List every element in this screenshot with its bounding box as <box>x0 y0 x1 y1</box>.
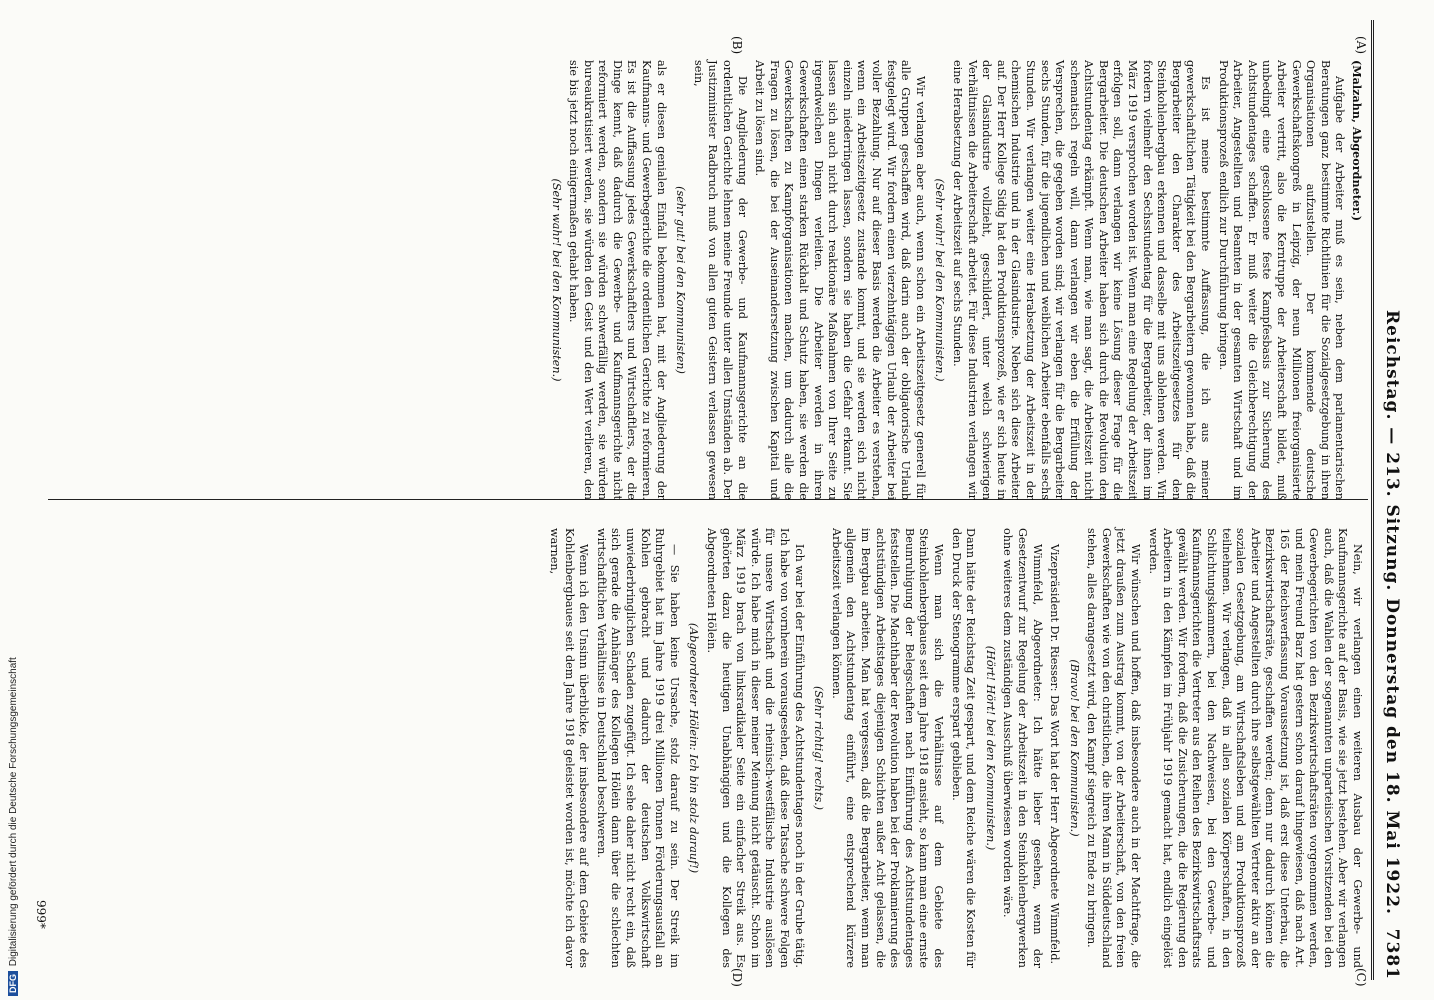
margin-marker-d: (D) <box>730 968 744 987</box>
dfg-logo: DFG <box>8 971 18 996</box>
paragraph: Die Angliederung der Gewerbe- und Kaufmannsgerichte an die ordentlichen Gerichte lehnen meine Freunde unter allen Umständen ab. Der Justizminister Radbruch muß von allen guten Geistern verlassen gewesen sein, <box>691 60 749 500</box>
paragraph: als er diesen genialen Einfall bekommen hat, mit der Angliederung der Kaufmanns- und Gewerbegerichte die ordentlichen Gerichte zu reformieren. Es ist die Auffassung jedes Gewerkschaftlers und Wirtschaftlers, der die Dinge kennt, daß dadurch die Gewerbe- und Kaufmannsgerichte nicht reformiert werden, sondern sie würden schwerfällig werden, sie würden bureaukratisiert werden, sie würden den Geist und den Wert verlieren, den sie bis jetzt noch einigermaßen gehabt haben. <box>567 60 668 500</box>
margin-marker-b: (B) <box>730 36 744 55</box>
header-rule <box>1371 20 1374 980</box>
paragraph: — Sie haben keine Ursache, stolz darauf zu sein. Der Streik im Ruhrgebiet hat im Jahre 1919 drei Millionen Tonnen Förderungsausfall an Kohlen gebracht und dadurch der deutschen Volkswirtschaft unwiederbringlichen Schaden zugefügt. Ich sehe daher nicht recht ein, daß sich gerade die Anhänger des Kollegen Hölein dann über die schlechten wirtschaftlichen Verhältnisse in Deutschland beschweren. <box>594 528 681 968</box>
paragraph: Ich war bei der Einführung des Achtstundentages noch in der Grube tätig. Ich habe von vornherein vorausgesehen, daß diese Tatsache schwere Folgen für unsere Wirtschaft und die rheinisch-westfälische Industrie auslösen würde. Ich habe mich in dieser meiner Meinung nicht getäuscht. Schon im März 1919 brach von linksradikaler Seite ein einfacher Streik aus. Es gehörten dazu die heutigen Unabhängigen und die Kollegen des Abgeordneten Hölein. <box>705 528 806 968</box>
paragraph: Nein, wir verlangen einen weiteren Ausbau der Gewerbe- und Kaufmannsgerichte auf der Basis, wie sie jetzt bestehen. Aber wir verlangen auch, daß die Wahlen der sogenannten unparteiischen Vorsitzenden bei den Gewerbegerichten von den Bezirkswirtschaftsräten vorgenommen werden, und mein Freund Barz hat gestern schon darauf hingewiesen, daß nach Art. 165 der Reichsverfassung Voraussetzung ist, daß erst diese Unterbau, die Bezirkswirtschaftsräte, geschaffen werden; denn nur dadurch können die Arbeiter und Angestellten durch ihre selbstgewählten Vertreter aktiv an der sozialen Gesetzgebung, am Wirtschaftsleben und am Produktionsprozeß teilnehmen. Wir verlangen, daß in allen sozialen Körperschaften, in den Schlichtungskammern, bei den Nachweisen, bei den Gewerbe- und Kaufmannsgerichten die Vertreter aus den Reihen des Bezirkswirtschaftsrats gewählt werden. Wir fordern, daß die Zusicherungen, die die Regierung den Arbeitern in den Kämpfen im Frühjahr 1919 gemacht hat, endlich eingelöst werden. <box>1146 528 1364 968</box>
interjection: (Sehr wahr! bei den Kommunisten.) <box>549 178 563 382</box>
right-column <box>544 528 1364 968</box>
paragraph: Wir verlangen aber auch, wenn schon ein Arbeitszeitgesetz generell für alle Gruppen geschaffen wird, daß darin auch der obligatorische Urlaub festgelegt wird. Wir fordern einen vierzehntägigen Urlaub der Arbeiter bei voller Bezahlung. Nur auf dieser Basis werden die Arbeiter es verstehen, wenn ein Arbeitszeitgesetz zustande kommt, und sie werden sich nicht einzeln niederringen lassen, sondern sie haben die Gefahr erkannt. Sie lassen sich auch nicht durch reaktionäre Maßnahmen von Ihrer Seite zu irgendwelchen Dingen verleiten. Die Arbeiter werden in ihren Gewerkschaften einen starken Rückhalt und Schutz haben, sie werden die Gewerkschaften zu Kampforganisationen machen, um dadurch alle die Fragen zu lösen, die bei der Auseinandersetzung zwischen Kapital und Arbeit zu lösen sind. <box>753 60 927 500</box>
paragraph: Wenn ich den Unsinn überblicke, der insbesondere auf dem Gebiete des Kohlenbergbaues seit dem Jahre 1918 geleistet worden ist, möchte ich davor warnen, <box>548 528 591 968</box>
speaker-line: (Malzahn, Abgeordneter.) <box>1350 60 1364 222</box>
paragraph: Vizepräsident Dr. Riesser: Das Wort hat der Herr Abgeordnete Wimmfeld. <box>1048 544 1062 965</box>
running-title: Reichstag. — 213. Sitzung. Donnerstag den 18. Mai 1922. <box>1382 310 1402 915</box>
footer-text: Digitalisierung gefördert durch die Deutsche Forschungsgemeinschaft <box>8 657 19 967</box>
printer-signature: 999* <box>34 900 48 929</box>
interjection: (Abgeordneter Hölein: Ich bin stolz darauf!) <box>687 622 701 874</box>
interjection: (Bravo! bei den Kommunisten.) <box>1067 659 1081 837</box>
paragraph: Wir wünschen und hoffen, daß insbesondere auch in der Machtfrage, die jetzt draußen zum Austrag kommt, von der Arbeiterschaft, von den freien Gewerkschaften wie von den christlichen, die ihren Mann in Süddeutschland stehen, alles darangesetzt wird, den Kampf siegreich zu Ende zu bringen. <box>1085 528 1143 968</box>
paragraph: Aufgabe der Arbeiter muß es sein, neben dem parlamentarischen Beratungen ganz bestimmte Richtlinien für die Sozialgesetzgebung in ihren Organisationen aufzustellen. Der kommende deutsche Gewerkschaftskongreß in Leipzig, der neun Millionen freiorganisierte Arbeiter vertritt, also die Kerntruppe der Arbeiterschaft bildet, muß unbedingt eine geschlossene feste Kampfesbasis zur Sicherung des Achtstundentages schaffen. Er muß weiter die Gleichberechtigung der Arbeiter, Angestellten und Beamten in der gesamten Wirtschaft und im Produktionsprozeß endlich zur Durchführung bringen. <box>1216 60 1347 500</box>
page-number: 7381 <box>1382 928 1402 980</box>
margin-marker-a: (A) <box>1354 36 1368 55</box>
interjection: (sehr gut! bei den Kommunisten) <box>674 186 688 374</box>
paragraph: Wenn man sich die Verhältnisse auf dem Gebiete des Steinkohlenbergbaues seit dem Jahre 1918 ansieht, so kann man eine ernste Beunruhigung der Belegschaften nach Einführung des Achtstundentages feststellen. Die Machthaber der Revolution haben bei der Proklamierung des achtstündigen Arbeitstages diejenigen Schichten außer Acht gelassen, die im Bergbau arbeiten. Man hat vergessen, daß die Bergarbeiter, wenn man allgemein den Achtstundentag einführt, eine entsprechend kürzere Arbeitszeit verlangen können. <box>829 528 945 968</box>
margin-marker-c: (C) <box>1354 968 1368 987</box>
digitization-footer <box>8 576 22 996</box>
interjection: (Sehr richtig! rechts.) <box>812 685 826 811</box>
paragraph: Wimmfeld, Abgeordneter: Ich hätte lieber gesehen, wenn der Gesetzentwurf zur Regelung der Arbeitszeit in den Steinkohlenbergwerken ohne weiteres dem zuständigen Ausschuß überwiesen worden wäre. <box>1001 528 1044 968</box>
paragraph: Dann hätte der Reichstag Zeit gespart, und dem Reiche wären die Kosten für den Druck der Stenogramme erspart geblieben. <box>949 528 978 968</box>
page-header <box>1378 20 1406 980</box>
interjection: (Sehr wahr! bei den Kommunisten.) <box>933 178 947 382</box>
paragraph: Es ist meine bestimmte Auffassung, die ich aus meiner gewerkschaftlichen Tätigkeit bei den Bergarbeitern gewonnen habe, daß die Bergarbeiter den Charakter des Arbeitszeitgesetzes für den Steinkohlenbergbau erkennen und dasselbe mit uns ablehnen werden. Wir fordern vielmehr den Sechsstundentag für die Bergarbeiter, der ihnen im März 1919 versprochen worden ist. Wenn man eine Regelung der Arbeitszeit erfolgen soll, dann verlangen wir keine Lösung dieser Frage für die Bergarbeiter. Die deutschen Arbeiter haben sich durch die Revolution den Achtstundentag erkämpft. Wenn man, wie man sagt, die Arbeitszeit nicht schematisch regeln will, dann verlangen wir eben die Erfüllung der Versprechen, die gegeben worden sind; wir verlangen für die Bergarbeiter sechs Stunden, für die jugendlichen und weiblichen Arbeiter ebenfalls sechs Stunden. Wir verlangen weiter eine Herabsetzung der Arbeitszeit in der chemischen Industrie und in der Glasindustrie. Neben sich diese Arbeiter auf. Der Herr Kollege Sidig hat den Produktionsprozeß, wie er sich heute in der Glasindustrie vollzieht, geschildert, unter welch schwierigen Verhältnissen die Arbeiterschaft arbeitet. Für diese Industrien verlangen wir eine Herabsetzung der Arbeitszeit auf sechs Stunden. <box>950 60 1213 500</box>
left-column <box>543 60 1364 500</box>
interjection: (Hört! Hört! bei den Kommunisten.) <box>983 645 997 851</box>
